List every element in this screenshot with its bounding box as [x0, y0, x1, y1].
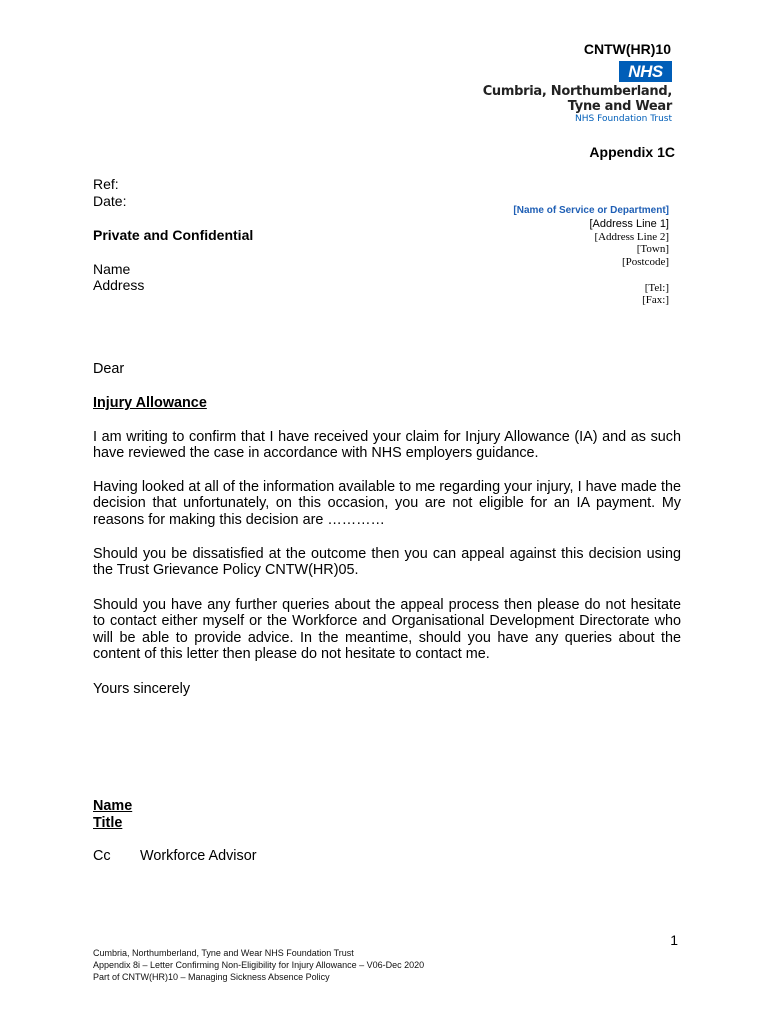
cc-label: Cc [93, 848, 111, 864]
footer-line2: Appendix 8i – Letter Confirming Non-Eligibility for Injury Allowance – V06-Dec 2020 [93, 960, 425, 970]
sender-town: [Town] [636, 243, 669, 255]
date-label: Date: [93, 193, 127, 209]
paragraph-2: Having looked at all of the information available to me regarding your injury, I have made the decision that unfortunately, on this occasion, you are not eligible for an IA payment. My reasons for making this decision are ………… [93, 479, 681, 528]
sender-fax: [Fax:] [642, 294, 669, 306]
cc-recipient: Workforce Advisor [140, 848, 257, 864]
recipient-address: Address [93, 277, 145, 293]
paragraph-1: I am writing to confirm that I have received your claim for Injury Allowance (IA) and as such have reviewed the case in accordance with NHS employers guidance. [93, 429, 681, 462]
nhs-logo: NHS [619, 61, 672, 82]
sender-postcode: [Postcode] [621, 256, 669, 268]
trust-name-line1: Cumbria, Northumberland, [482, 84, 672, 99]
private-confidential-heading: Private and Confidential [93, 227, 254, 243]
signature-title: Title [93, 815, 123, 831]
sender-address-line1: [Address Line 1] [589, 218, 669, 230]
signature-name: Name [93, 798, 133, 814]
appendix-label: Appendix 1C [589, 144, 675, 160]
letter-subject: Injury Allowance [93, 395, 207, 411]
trust-name-line2: Tyne and Wear [567, 99, 672, 114]
sender-service: [Name of Service or Department] [513, 205, 669, 216]
sender-address-line2: [Address Line 2] [594, 231, 669, 243]
salutation: Dear [93, 361, 125, 377]
paragraph-3: Should you be dissatisfied at the outcome then you can appeal against this decision using the Trust Grievance Policy CNTW(HR)05. [93, 546, 681, 579]
trust-name-line3: NHS Foundation Trust [575, 114, 672, 124]
footer-line3: Part of CNTW(HR)10 – Managing Sickness Absence Policy [93, 972, 330, 982]
page-number: 1 [670, 932, 678, 948]
recipient-name: Name [93, 261, 131, 277]
ref-label: Ref: [93, 176, 119, 192]
footer-line1: Cumbria, Northumberland, Tyne and Wear NHS Foundation Trust [93, 948, 354, 958]
paragraph-4: Should you have any further queries about the appeal process then please do not hesitate to contact either myself or the Workforce and Organisational Development Directorate who will be able to provide advice. In the meantime, should you have any queries about the content of this letter then please do not hesitate to contact me. [93, 597, 681, 663]
document-code: CNTW(HR)10 [583, 41, 671, 57]
sender-tel: [Tel:] [644, 282, 669, 294]
closing: Yours sincerely [93, 681, 191, 697]
